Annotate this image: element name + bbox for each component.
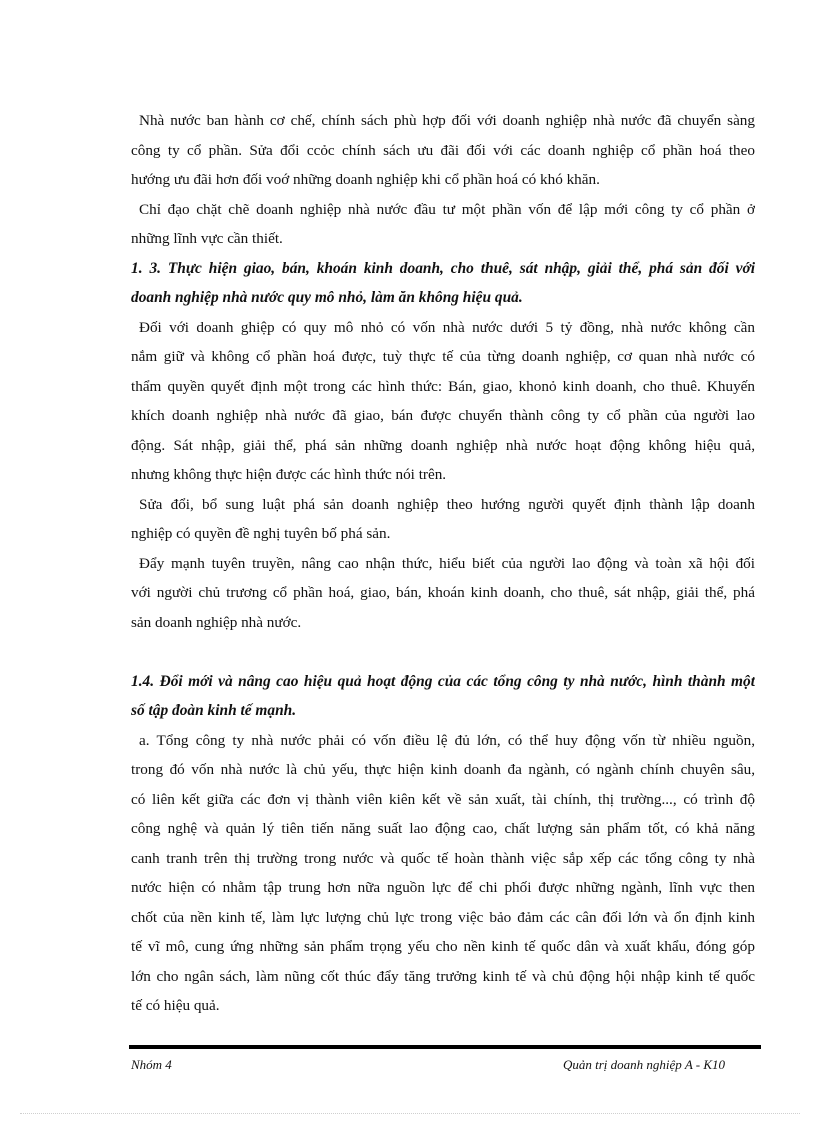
text-line: canh tranh trên thị trường trong nước và quốc tế hoàn thành việc sắp xếp các tổng công ty nhà	[131, 849, 755, 867]
text-line: động. Sát nhập, giải thể, phá sản những doanh nghiệp nhà nước hoạt động không hiệu quả,	[131, 436, 755, 454]
body-text	[131, 106, 755, 1021]
text-line: với người chủ trương cổ phần hoá, giao, bán, khoán kinh doanh, cho thuê, sát nhập, giải thể, phá	[131, 584, 755, 601]
text-line: nước hiện có nhằm tập trung hơn nữa nguồn lực để chi phối được những ngành, lĩnh vực then	[131, 879, 755, 896]
footer-course-name: Quản trị doanh nghiệp A - K10	[563, 1057, 726, 1072]
text-line: tế vĩ mô, cung ứng những sản phẩm trọng yếu cho nền kinh tế quốc dân và xuất khẩu, đóng góp	[131, 938, 755, 955]
text-line: tế có hiệu quả.	[131, 997, 220, 1014]
text-line: thẩm quyền quyết định một trong các hình thức: Bán, giao, khonỏ kinh doanh, cho thuê. Khuyến	[131, 377, 755, 395]
text-line: chốt của nền kinh tế, làm lực lượng chủ lực trong việc bảo đảm các cân đối lớn và ổn định kinh	[131, 908, 755, 926]
footer-divider	[129, 1045, 761, 1049]
text-line: nhưng không thực hiện được các hình thức nói trên.	[131, 466, 447, 483]
text-line: Chỉ đạo chặt chẽ doanh nghiệp nhà nước đầu tư một phần vốn để lập mới công ty cổ phần ở	[139, 200, 755, 218]
text-line: có liên kết giữa các đơn vị thành viên kiên kết về sản xuất, tài chính, thị trường..., có trình độ	[131, 790, 755, 808]
section-heading-1-4: số tập đoàn kinh tế mạnh.	[131, 702, 297, 719]
text-line: nghiệp có quyền đề nghị tuyên bố phá sản.	[131, 525, 391, 542]
text-line: lớn cho ngân sách, làm nũng cốt thúc đẩy tăng trưởng kinh tế và chủ động hội nhập kinh tế quốc	[131, 967, 755, 985]
text-line: Sửa đổi, bổ sung luật phá sản doanh nghiệp theo hướng người quyết định thành lập doanh	[139, 495, 755, 513]
text-line: Đối với doanh ghiệp có quy mô nhỏ có vốn nhà nước dưới 5 tỷ đồng, nhà nước không cần	[139, 318, 755, 336]
page-edge-dotted-line	[20, 1113, 800, 1114]
text-line: những lĩnh vực cần thiết.	[131, 230, 283, 247]
text-line: Nhà nước ban hành cơ chế, chính sách phù hợp đối với doanh nghiệp nhà nước đã chuyển sàng	[139, 112, 755, 129]
section-heading-1-4: 1.4. Đổi mới và nâng cao hiệu quả hoạt động của các tổng công ty nhà nước, hình thành một	[131, 672, 755, 690]
text-line: công ty cổ phần. Sửa đổi ccỏc chính sách ưu đãi đối với các doanh nghiệp cổ phần hoá theo	[131, 141, 755, 159]
text-line: trong đó vốn nhà nước là chủ yếu, thực hiện kinh doanh đa ngành, có ngành chính chuyên sâu,	[131, 761, 755, 778]
text-line: khích doanh nghiệp nhà nước đã giao, bán được chuyển thành công ty cổ phần của người lao	[131, 407, 755, 424]
text-line: nắm giữ và không cổ phần hoá được, tuỳ thực tế của từng doanh nghiệp, cơ quan nhà nước có	[131, 348, 755, 365]
footer-group-name: Nhóm 4	[131, 1057, 172, 1072]
text-line: Đẩy mạnh tuyên truyền, nâng cao nhận thức, hiểu biết của người lao động và toàn xã hội đối	[139, 554, 755, 572]
section-heading-1-3: doanh nghiệp nhà nước quy mô nhỏ, làm ăn không hiệu quả.	[131, 289, 523, 306]
text-line: a. Tổng công ty nhà nước phải có vốn điều lệ đủ lớn, có thể huy động vốn từ nhiều nguồn,	[139, 731, 755, 749]
section-heading-1-3: 1. 3. Thực hiện giao, bán, khoán kinh doanh, cho thuê, sát nhập, giải thể, phá sản đối với	[131, 259, 755, 277]
text-line: sản doanh nghiệp nhà nước.	[131, 613, 302, 631]
text-line: hướng ưu đãi hơn đối voớ những doanh nghiệp khi cổ phần hoá có khó khăn.	[131, 171, 600, 188]
text-line: công nghệ và quản lý tiên tiến năng suất lao động cao, chất lượng sản phẩm tốt, có khả năng	[131, 820, 755, 837]
blank-line	[131, 637, 755, 667]
